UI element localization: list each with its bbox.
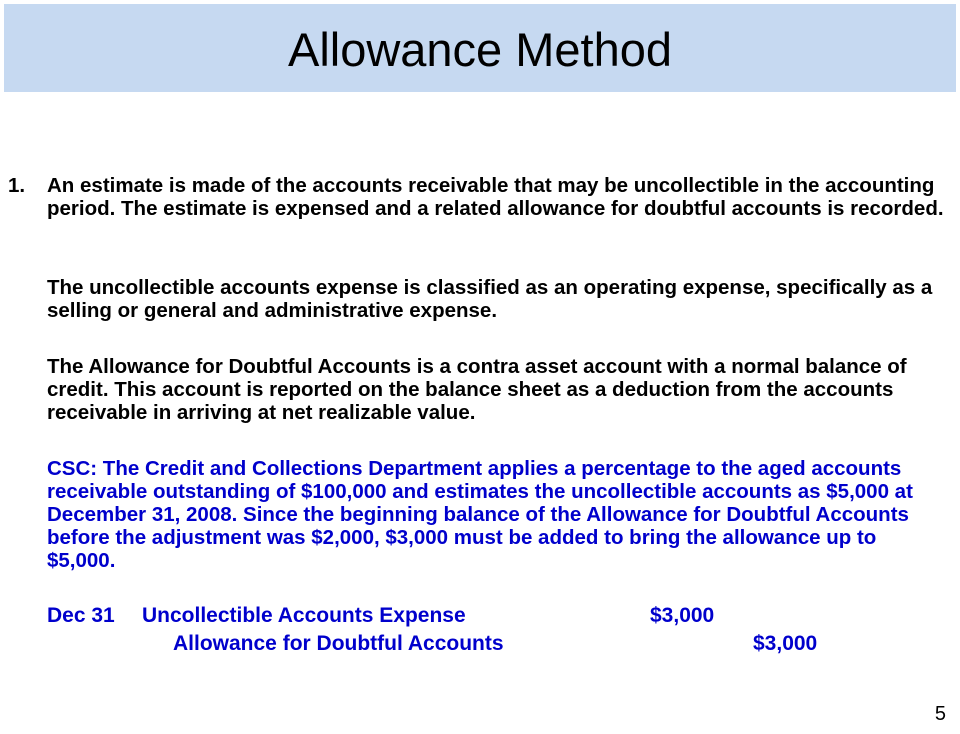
paragraph-contra-asset: The Allowance for Doubtful Accounts is a contra asset account with a normal balance of credit. This account is reported on the balance sheet as a deduction from the accounts receivable in arriving at net realizable value. (47, 355, 907, 424)
journal-credit-account: Allowance for Doubtful Accounts (173, 632, 504, 655)
journal-debit-amount: $3,000 (650, 604, 715, 627)
journal-entry (0, 603, 960, 663)
journal-date: Dec 31 (47, 604, 115, 627)
journal-debit-account: Uncollectible Accounts Expense (142, 604, 466, 627)
list-number: 1. (8, 174, 26, 197)
journal-credit-amount: $3,000 (753, 632, 818, 655)
paragraph-csc-example: CSC: The Credit and Collections Department applies a percentage to the aged accounts receivable outstanding of $100,000 and estimates the uncollectible accounts as $5,000 at December 31, 2008. Since the beginning balance of the Allowance for Doubtful Accounts before the adjustment was $2,000, $3,000 must be added to bring the allowance up to $5,000. (47, 457, 913, 572)
title-bar (4, 4, 956, 92)
paragraph-estimate: An estimate is made of the accounts receivable that may be uncollectible in the accounting period. The estimate is expensed and a related allowance for doubtful accounts is recorded. (47, 174, 944, 220)
page-title: Allowance Method (287, 22, 673, 76)
paragraph-expense-classification: The uncollectible accounts expense is classified as an operating expense, specifically as a selling or general and administrative expense. (47, 276, 933, 322)
page-number: 5 (934, 703, 946, 725)
